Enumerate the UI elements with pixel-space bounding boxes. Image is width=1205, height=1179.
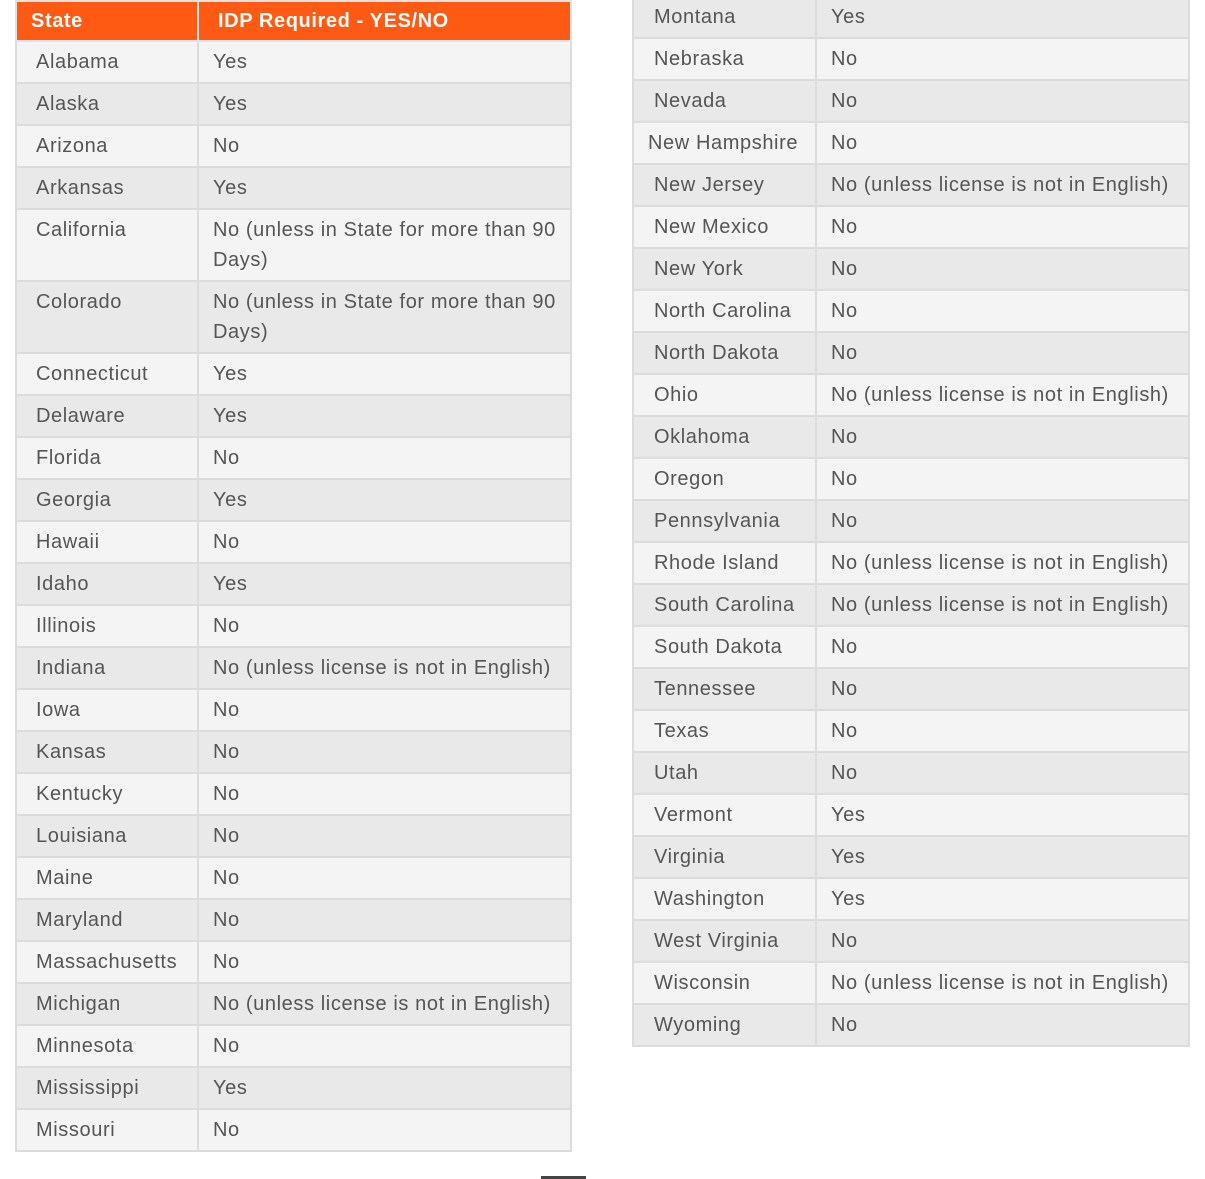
state-cell: South Dakota <box>633 626 816 668</box>
table-row <box>16 857 571 899</box>
table-row <box>16 605 571 647</box>
state-cell: New York <box>633 248 816 290</box>
idp-cell: No (unless license is not in English) <box>198 983 571 1025</box>
idp-cell: No (unless license is not in English) <box>816 584 1189 626</box>
state-cell: Maryland <box>16 899 198 941</box>
idp-cell: No <box>816 710 1189 752</box>
table-row <box>16 647 571 689</box>
idp-cell: No <box>198 815 571 857</box>
idp-cell: No (unless in State for more than 90 Days) <box>198 281 571 353</box>
idp-cell: Yes <box>198 83 571 125</box>
idp-table-left <box>15 0 572 1152</box>
idp-table-right <box>632 0 1190 1047</box>
state-cell: Hawaii <box>16 521 198 563</box>
idp-cell: Yes <box>816 794 1189 836</box>
table-row <box>633 206 1189 248</box>
idp-cell: No <box>198 605 571 647</box>
state-cell: Pennsylvania <box>633 500 816 542</box>
table-row <box>16 899 571 941</box>
state-cell: Massachusetts <box>16 941 198 983</box>
state-cell: Louisiana <box>16 815 198 857</box>
table-row <box>633 458 1189 500</box>
state-cell: New Hampshire <box>633 122 816 164</box>
state-column-header: State <box>16 1 198 41</box>
table-row <box>16 209 571 281</box>
table-row <box>633 584 1189 626</box>
table-row <box>16 1025 571 1067</box>
idp-cell: No <box>198 1109 571 1151</box>
table-row <box>633 248 1189 290</box>
table-row <box>633 668 1189 710</box>
idp-cell: No <box>816 416 1189 458</box>
idp-cell: No <box>198 125 571 167</box>
idp-cell: No (unless in State for more than 90 Days) <box>198 209 571 281</box>
idp-cell: No (unless license is not in English) <box>816 374 1189 416</box>
state-cell: Mississippi <box>16 1067 198 1109</box>
state-cell: Florida <box>16 437 198 479</box>
idp-cell: No <box>816 332 1189 374</box>
table-row <box>633 290 1189 332</box>
state-cell: Maine <box>16 857 198 899</box>
table-row <box>633 1004 1189 1046</box>
idp-cell: Yes <box>198 563 571 605</box>
state-cell: Colorado <box>16 281 198 353</box>
state-cell: Minnesota <box>16 1025 198 1067</box>
state-cell: Delaware <box>16 395 198 437</box>
state-cell: Idaho <box>16 563 198 605</box>
idp-cell: No <box>816 458 1189 500</box>
idp-cell: No <box>816 500 1189 542</box>
table-row <box>633 752 1189 794</box>
table-row <box>633 80 1189 122</box>
table-row <box>633 416 1189 458</box>
table-row <box>633 878 1189 920</box>
state-cell: North Carolina <box>633 290 816 332</box>
table-row <box>16 689 571 731</box>
table-row <box>16 773 571 815</box>
idp-cell: Yes <box>198 479 571 521</box>
table-row <box>16 815 571 857</box>
idp-cell: No <box>816 920 1189 962</box>
state-cell: Iowa <box>16 689 198 731</box>
state-cell: North Dakota <box>633 332 816 374</box>
table-row <box>16 437 571 479</box>
table-row <box>633 122 1189 164</box>
table-row <box>16 1067 571 1109</box>
state-cell: Arkansas <box>16 167 198 209</box>
idp-column-header: IDP Required - YES/NO <box>198 1 571 41</box>
idp-cell: Yes <box>198 1067 571 1109</box>
idp-cell: Yes <box>198 353 571 395</box>
state-cell: Texas <box>633 710 816 752</box>
state-cell: Vermont <box>633 794 816 836</box>
state-cell: South Carolina <box>633 584 816 626</box>
idp-cell: No <box>198 521 571 563</box>
table-row <box>16 167 571 209</box>
idp-cell: No <box>816 206 1189 248</box>
idp-cell: No <box>198 773 571 815</box>
state-cell: Virginia <box>633 836 816 878</box>
table-row <box>16 563 571 605</box>
state-cell: Tennessee <box>633 668 816 710</box>
table-row <box>633 500 1189 542</box>
table-row <box>16 731 571 773</box>
table-row <box>16 983 571 1025</box>
state-cell: Oregon <box>633 458 816 500</box>
table-row <box>16 83 571 125</box>
table-row <box>16 521 571 563</box>
idp-cell: No <box>198 1025 571 1067</box>
state-cell: Arizona <box>16 125 198 167</box>
table-row <box>633 164 1189 206</box>
idp-cell: Yes <box>198 167 571 209</box>
idp-cell: No <box>198 437 571 479</box>
state-cell: Utah <box>633 752 816 794</box>
idp-cell: No <box>816 122 1189 164</box>
idp-cell: No (unless license is not in English) <box>816 962 1189 1004</box>
table-row <box>16 479 571 521</box>
state-cell: Washington <box>633 878 816 920</box>
state-cell: Montana <box>633 0 816 38</box>
state-cell: Rhode Island <box>633 542 816 584</box>
state-cell: Illinois <box>16 605 198 647</box>
table-row <box>16 395 571 437</box>
idp-cell: No <box>816 38 1189 80</box>
idp-cell: No <box>198 689 571 731</box>
table-row <box>633 332 1189 374</box>
idp-cell: No <box>816 668 1189 710</box>
state-cell: Connecticut <box>16 353 198 395</box>
state-cell: Nebraska <box>633 38 816 80</box>
state-cell: Wyoming <box>633 1004 816 1046</box>
state-cell: Nevada <box>633 80 816 122</box>
idp-cell: Yes <box>816 878 1189 920</box>
idp-cell: No <box>816 80 1189 122</box>
idp-cell: No <box>816 752 1189 794</box>
table-row <box>633 38 1189 80</box>
idp-cell: No (unless license is not in English) <box>816 164 1189 206</box>
idp-cell: No <box>816 626 1189 668</box>
idp-cell: Yes <box>816 836 1189 878</box>
idp-cell: No <box>198 899 571 941</box>
state-cell: Kentucky <box>16 773 198 815</box>
idp-cell: No <box>198 941 571 983</box>
table-row <box>633 836 1189 878</box>
table-row <box>16 125 571 167</box>
table-row <box>16 281 571 353</box>
state-cell: Michigan <box>16 983 198 1025</box>
state-cell: Georgia <box>16 479 198 521</box>
state-cell: Indiana <box>16 647 198 689</box>
table-row <box>633 962 1189 1004</box>
table-row <box>633 0 1189 38</box>
state-cell: New Mexico <box>633 206 816 248</box>
idp-cell: Yes <box>198 41 571 83</box>
idp-cell: No <box>816 1004 1189 1046</box>
state-cell: Alaska <box>16 83 198 125</box>
idp-cell: Yes <box>198 395 571 437</box>
state-cell: New Jersey <box>633 164 816 206</box>
table-row <box>633 374 1189 416</box>
idp-cell: No (unless license is not in English) <box>816 542 1189 584</box>
idp-cell: No (unless license is not in English) <box>198 647 571 689</box>
state-cell: California <box>16 209 198 281</box>
table-row <box>16 941 571 983</box>
table-row <box>16 1109 571 1151</box>
state-cell: Kansas <box>16 731 198 773</box>
idp-cell: No <box>816 248 1189 290</box>
table-row <box>633 542 1189 584</box>
table-row <box>633 626 1189 668</box>
table-row <box>16 41 571 83</box>
state-cell: Wisconsin <box>633 962 816 1004</box>
state-cell: Oklahoma <box>633 416 816 458</box>
table-row <box>633 920 1189 962</box>
table-row <box>633 794 1189 836</box>
table-header-row <box>16 1 571 41</box>
idp-cell: Yes <box>816 0 1189 38</box>
state-cell: Missouri <box>16 1109 198 1151</box>
table-row <box>633 710 1189 752</box>
idp-cell: No <box>198 857 571 899</box>
state-cell: Ohio <box>633 374 816 416</box>
table-row <box>16 353 571 395</box>
state-cell: West Virginia <box>633 920 816 962</box>
state-cell: Alabama <box>16 41 198 83</box>
idp-cell: No <box>198 731 571 773</box>
idp-cell: No <box>816 290 1189 332</box>
